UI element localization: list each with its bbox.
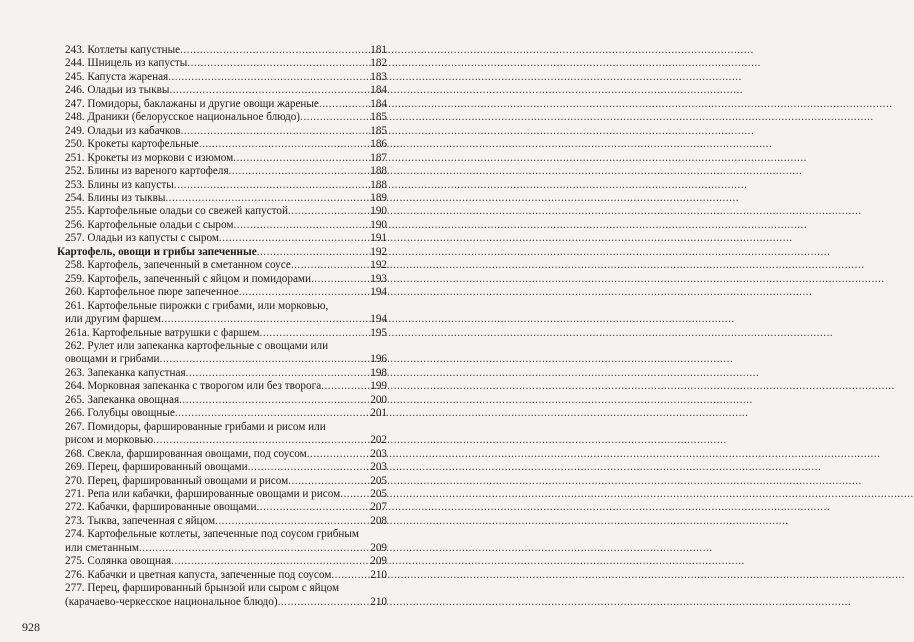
toc-entry: [57, 165, 387, 178]
toc-entry-page: 192: [370, 245, 387, 258]
toc-entry-page: 183: [370, 70, 387, 83]
toc-entry-title: 262. Рулет или запеканка картофельные с овощами или: [65, 339, 329, 352]
toc-entry: [57, 259, 387, 272]
toc-entry-page: 188: [370, 165, 387, 178]
toc-entry: [57, 448, 387, 461]
toc-entry-page: 208: [370, 514, 387, 527]
toc-entry-page: 185: [370, 111, 387, 124]
toc-entry-page: 191: [370, 232, 387, 245]
dot-leader: [199, 138, 369, 151]
toc-entry: [57, 84, 387, 97]
toc-entry-title: 259. Картофель, запеченный с яйцом и помидорами: [65, 272, 311, 285]
toc-entry-page: 194: [370, 286, 387, 299]
table-of-contents: [57, 44, 387, 609]
dot-leader: [165, 192, 369, 205]
toc-entry: [57, 555, 387, 568]
toc-entry-page: 199: [370, 380, 387, 393]
toc-entry: [57, 380, 387, 393]
toc-entry: [57, 300, 387, 313]
toc-entry: [57, 515, 387, 528]
dot-leader: [291, 259, 369, 272]
dot-leader: [174, 179, 369, 192]
toc-entry: [57, 407, 387, 420]
dot-leader: [288, 475, 369, 488]
toc-entry-title: 272. Кабачки, фаршированные овощами: [65, 501, 257, 514]
toc-entry-page: 196: [370, 353, 387, 366]
toc-entry-title-continued: или сметанным: [65, 541, 139, 554]
dot-leader: [278, 596, 370, 609]
toc-entry-title: 261. Картофельные пирожки с грибами, или морковью,: [65, 299, 329, 312]
toc-entry-title: 275. Солянка овощная: [65, 555, 172, 568]
toc-entry: [57, 394, 387, 407]
toc-entry: [57, 44, 387, 57]
dot-leader: [187, 57, 369, 70]
dot-leader: [300, 111, 369, 124]
dot-leader: [186, 367, 370, 380]
toc-entry-page: 188: [370, 178, 387, 191]
toc-entry-page: 209: [370, 555, 387, 568]
toc-entry: [57, 501, 387, 514]
toc-entry: [57, 475, 387, 488]
dot-leader: [179, 394, 369, 407]
toc-entry-title: 245. Капуста жареная: [65, 70, 169, 83]
toc-entry-page: 201: [370, 407, 387, 420]
toc-entry-title-continued: рисом и морковью: [65, 434, 154, 447]
dot-leader: [171, 555, 369, 568]
toc-entry: [57, 340, 387, 353]
toc-entry-title: 265. Запеканка овощная: [65, 393, 180, 406]
toc-entry-title: 261а. Картофельные ватрушки с фаршем: [65, 326, 260, 339]
toc-entry: [57, 152, 387, 165]
toc-entry-title: 249. Оладьи из кабачков: [65, 124, 181, 137]
toc-entry-title: 266. Голубцы овощные: [65, 407, 175, 420]
dot-leader: [215, 515, 369, 528]
toc-entry-page: 182: [370, 57, 387, 70]
dot-leader: [180, 44, 369, 57]
toc-entry-title: 246. Оладьи из тыквы: [65, 84, 170, 97]
toc-entry: [57, 232, 387, 245]
toc-entry-title-continued: овощами и грибами: [65, 353, 160, 366]
toc-entry-title: 257. Оладьи из капусты с сыром: [65, 232, 219, 245]
page-number: 928: [22, 620, 40, 634]
toc-entry-title: Картофель, овощи и грибы запеченные: [57, 245, 257, 258]
dot-leader: [181, 125, 370, 138]
toc-entry-title: 276. Кабачки и цветная капуста, запеченные под соусом: [65, 568, 332, 581]
toc-entry: [57, 138, 387, 151]
dot-leader: [168, 71, 369, 84]
toc-entry: [57, 71, 387, 84]
toc-entry-page: 192: [370, 259, 387, 272]
toc-entry-title-continued: (карачаево-черкесское национальное блюдо): [65, 595, 278, 608]
dot-leader: [175, 407, 369, 420]
toc-entry: [57, 205, 387, 218]
toc-entry: [57, 582, 387, 595]
toc-entry-title: 255. Картофельные оладьи со свежей капустой: [65, 205, 288, 218]
toc-entry: [57, 273, 387, 286]
toc-entry: [57, 125, 387, 138]
toc-entry-title: 244. Шницель из капусты: [65, 57, 188, 70]
dot-leader: [229, 165, 370, 178]
toc-entry: [57, 327, 387, 340]
toc-entry-title: 253. Блины из капусты: [65, 178, 174, 191]
toc-entry-title: 264. Морковная запеканка с творогом или без творога: [65, 380, 322, 393]
toc-entry-page: 184: [370, 97, 387, 110]
toc-entry-title: 248. Драники (белорусское национальное блюдо): [65, 111, 301, 124]
dot-leader: [331, 569, 369, 582]
toc-entry-page: 205: [370, 474, 387, 487]
toc-entry-title: 243. Котлеты капустные: [65, 44, 181, 56]
toc-entry-continuation: [57, 596, 387, 609]
toc-entry-title-continued: или другим фаршем: [65, 313, 162, 326]
toc-entry-page: 195: [370, 326, 387, 339]
toc-entry-page: 210: [370, 595, 387, 608]
dot-leader: [233, 152, 369, 165]
toc-entry-title: 270. Перец, фаршированный овощами и рисом: [65, 474, 289, 487]
toc-entry: [57, 286, 387, 299]
toc-entry: [57, 219, 387, 232]
toc-entry-title: 247. Помидоры, баклажаны и другие овощи жареные: [65, 97, 319, 110]
book-page: [0, 0, 410, 642]
toc-entry-page: 210: [370, 568, 387, 581]
toc-entry-title: 254. Блины из тыквы: [65, 191, 166, 204]
toc-entry-title: 271. Репа или кабачки, фаршированные овощами и рисом: [65, 487, 341, 500]
toc-entry-page: 190: [370, 205, 387, 218]
toc-entry-title: 274. Картофельные котлеты, запеченные под соусом грибным: [65, 528, 359, 541]
toc-entry-page: 209: [370, 541, 387, 554]
toc-entry: [57, 179, 387, 192]
toc-entry: [57, 111, 387, 124]
toc-entry: [57, 98, 387, 111]
toc-entry: [57, 192, 387, 205]
toc-entry-title: 273. Тыква, запеченная с яйцом: [65, 514, 216, 527]
dot-leader: [260, 327, 370, 340]
toc-entry-page: 187: [370, 151, 387, 164]
dot-leader: [139, 542, 369, 555]
dot-leader: [248, 461, 370, 474]
toc-entry-page: 185: [370, 124, 387, 137]
toc-entry-title: 256. Картофельные оладьи с сыром: [65, 218, 234, 231]
toc-entry-title: 267. Помидоры, фаршированные грибами и рисом или: [65, 420, 326, 433]
dot-leader: [233, 219, 369, 232]
toc-entry: [57, 461, 387, 474]
dot-leader: [311, 273, 369, 286]
toc-entry-title: 258. Картофель, запеченный в сметанном соусе: [65, 259, 291, 272]
toc-entry-continuation: [57, 434, 387, 447]
toc-entry-title: 263. Запеканка капустная: [65, 366, 186, 379]
toc-entry-title: 252. Блины из вареного картофеля: [65, 165, 229, 178]
toc-entry: [57, 569, 387, 582]
toc-entry-title: 269. Перец, фаршированный овощами: [65, 461, 248, 474]
toc-entry-continuation: [57, 353, 387, 366]
toc-entry: [57, 57, 387, 70]
toc-entry: [57, 421, 387, 434]
dot-leader: [307, 448, 370, 461]
dot-leader: [340, 488, 369, 501]
dot-leader: [319, 98, 369, 111]
toc-entry-title: 251. Крокеты из моркови с изюмом: [65, 151, 234, 164]
toc-entry-page: 203: [370, 447, 387, 460]
toc-entry-title: 277. Перец, фаршированный брынзой или сыром с яйцом: [65, 582, 340, 595]
toc-entry-page: 205: [370, 487, 387, 500]
toc-entry-page: 190: [370, 218, 387, 231]
toc-entry-page: 194: [370, 313, 387, 326]
toc-entry-page: 184: [370, 84, 387, 97]
toc-entry: [57, 367, 387, 380]
dot-leader: [239, 286, 370, 299]
toc-entry-page: 207: [370, 501, 387, 514]
toc-entry-continuation: [57, 542, 387, 555]
toc-entry-title: 250. Крокеты картофельные: [65, 138, 199, 151]
toc-entry-page: 181: [370, 44, 387, 56]
toc-entry-title: 260. Картофельное пюре запеченное: [65, 286, 239, 299]
dot-leader: [169, 84, 369, 97]
dot-leader: [219, 232, 369, 245]
toc-entry-page: 198: [370, 366, 387, 379]
toc-entry: [57, 528, 387, 541]
toc-entry-page: 193: [370, 272, 387, 285]
toc-entry-page: 203: [370, 461, 387, 474]
toc-entry-page: 189: [370, 191, 387, 204]
dot-leader: [161, 313, 369, 326]
toc-entry-continuation: [57, 313, 387, 326]
toc-entry-page: 186: [370, 138, 387, 151]
toc-entry: [57, 488, 387, 501]
dot-leader: [153, 434, 369, 447]
dot-leader: [257, 501, 370, 514]
toc-section-heading: [57, 246, 387, 259]
toc-entry-page: 202: [370, 434, 387, 447]
toc-entry-page: 200: [370, 393, 387, 406]
toc-entry-title: 268. Свекла, фаршированная овощами, под соусом: [65, 447, 307, 460]
dot-leader: [257, 246, 370, 259]
dot-leader: [160, 353, 370, 366]
dot-leader: [288, 205, 369, 218]
dot-leader: [321, 380, 369, 393]
